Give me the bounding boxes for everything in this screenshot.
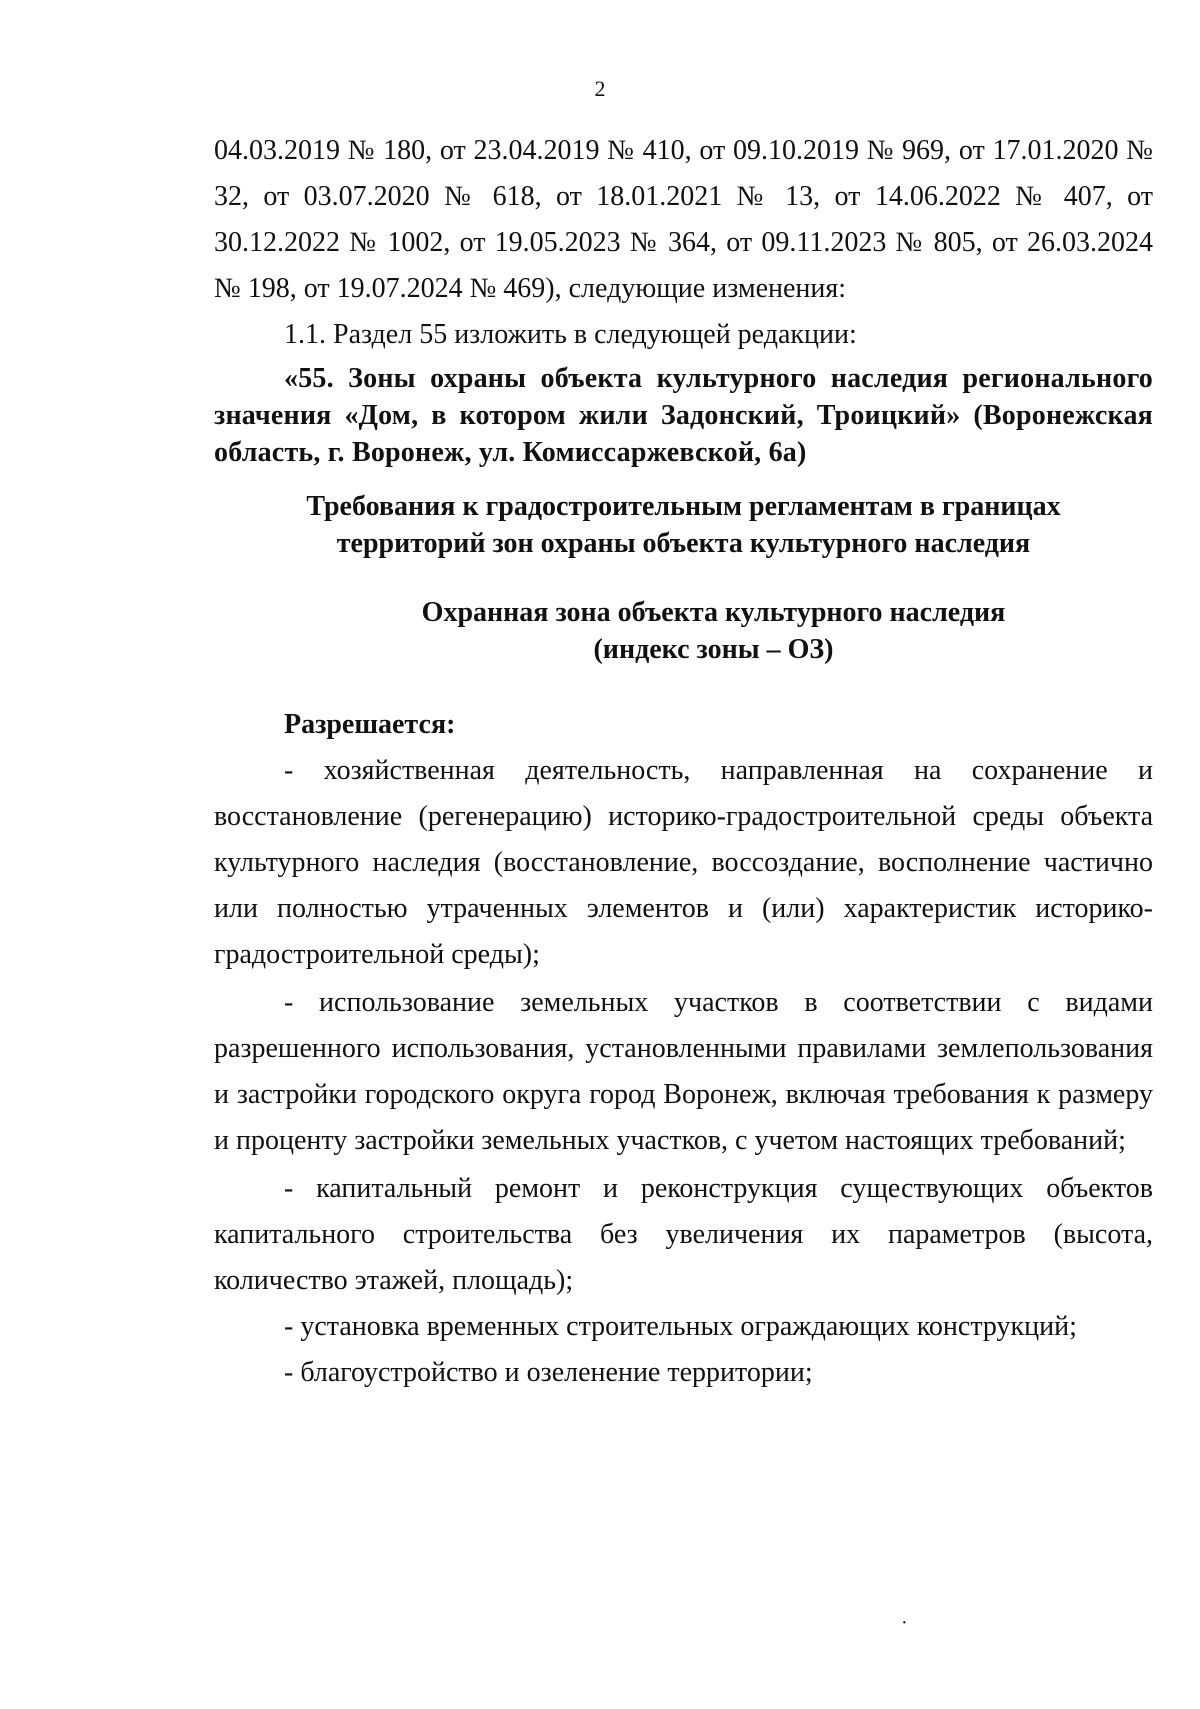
list-item: - использование земельных участков в соответствии с видами разрешенного использования, установленными правилами землепользования и застройки городского округа город Воронеж, включая требования к размеру и проценту застройки земельных участков, с учетом настоящих требований;	[214, 987, 1153, 1156]
scan-speck: ·	[901, 1612, 908, 1634]
document-body	[214, 128, 1153, 1396]
section-55-heading: «55. Зоны охраны объекта культурного наследия регионального значения «Дом, в котором жили Задонский, Троицкий» (Воронежская область, г. Воронеж, ул. Комиссаржевской, 6а)	[214, 363, 1153, 468]
list-item: - капитальный ремонт и реконструкция существующих объектов капитального строительства без увеличения их параметров (высота, количество этажей, площадь);	[214, 1173, 1153, 1296]
list-item: - благоустройство и озеленение территории;	[284, 1357, 813, 1388]
page-number: 2	[594, 76, 606, 101]
zone-heading-line-2: (индекс зоны – ОЗ)	[593, 634, 834, 665]
requirements-heading-line-1: Требования к градостроительным регламентам в границах	[306, 491, 1061, 522]
list-item: - установка временных строительных ограждающих конструкций;	[284, 1311, 1077, 1342]
requirements-heading	[214, 488, 1153, 562]
list-item: - хозяйственная деятельность, направленная на сохранение и восстановление (регенерацию) историко-градостроительной среды объекта культурного наследия (восстановление, воссоздание, восполнение частично или полностью утраченных элементов и (или) характеристик историко-градостроительной среды);	[214, 755, 1153, 970]
item-1-1: 1.1. Раздел 55 изложить в следующей редакции:	[284, 319, 857, 350]
requirements-heading-line-2: территорий зон охраны объекта культурного наследия	[336, 528, 1031, 559]
intro-paragraph: 04.03.2019 № 180, от 23.04.2019 № 410, от 09.10.2019 № 969, от 17.01.2020 № 32, от 03.07.2020 № 618, от 18.01.2021 № 13, от 14.06.2022 № 407, от 30.12.2022 № 1002, от 19.05.2023 № 364, от 09.11.2023 № 805, от 26.03.2024 № 198, от 19.07.2024 № 469), следующие изменения:	[214, 135, 1153, 304]
zone-heading-line-1: Охранная зона объекта культурного наследия	[421, 597, 1006, 628]
zone-heading	[214, 594, 1153, 668]
allowed-heading: Разрешается:	[284, 709, 456, 740]
